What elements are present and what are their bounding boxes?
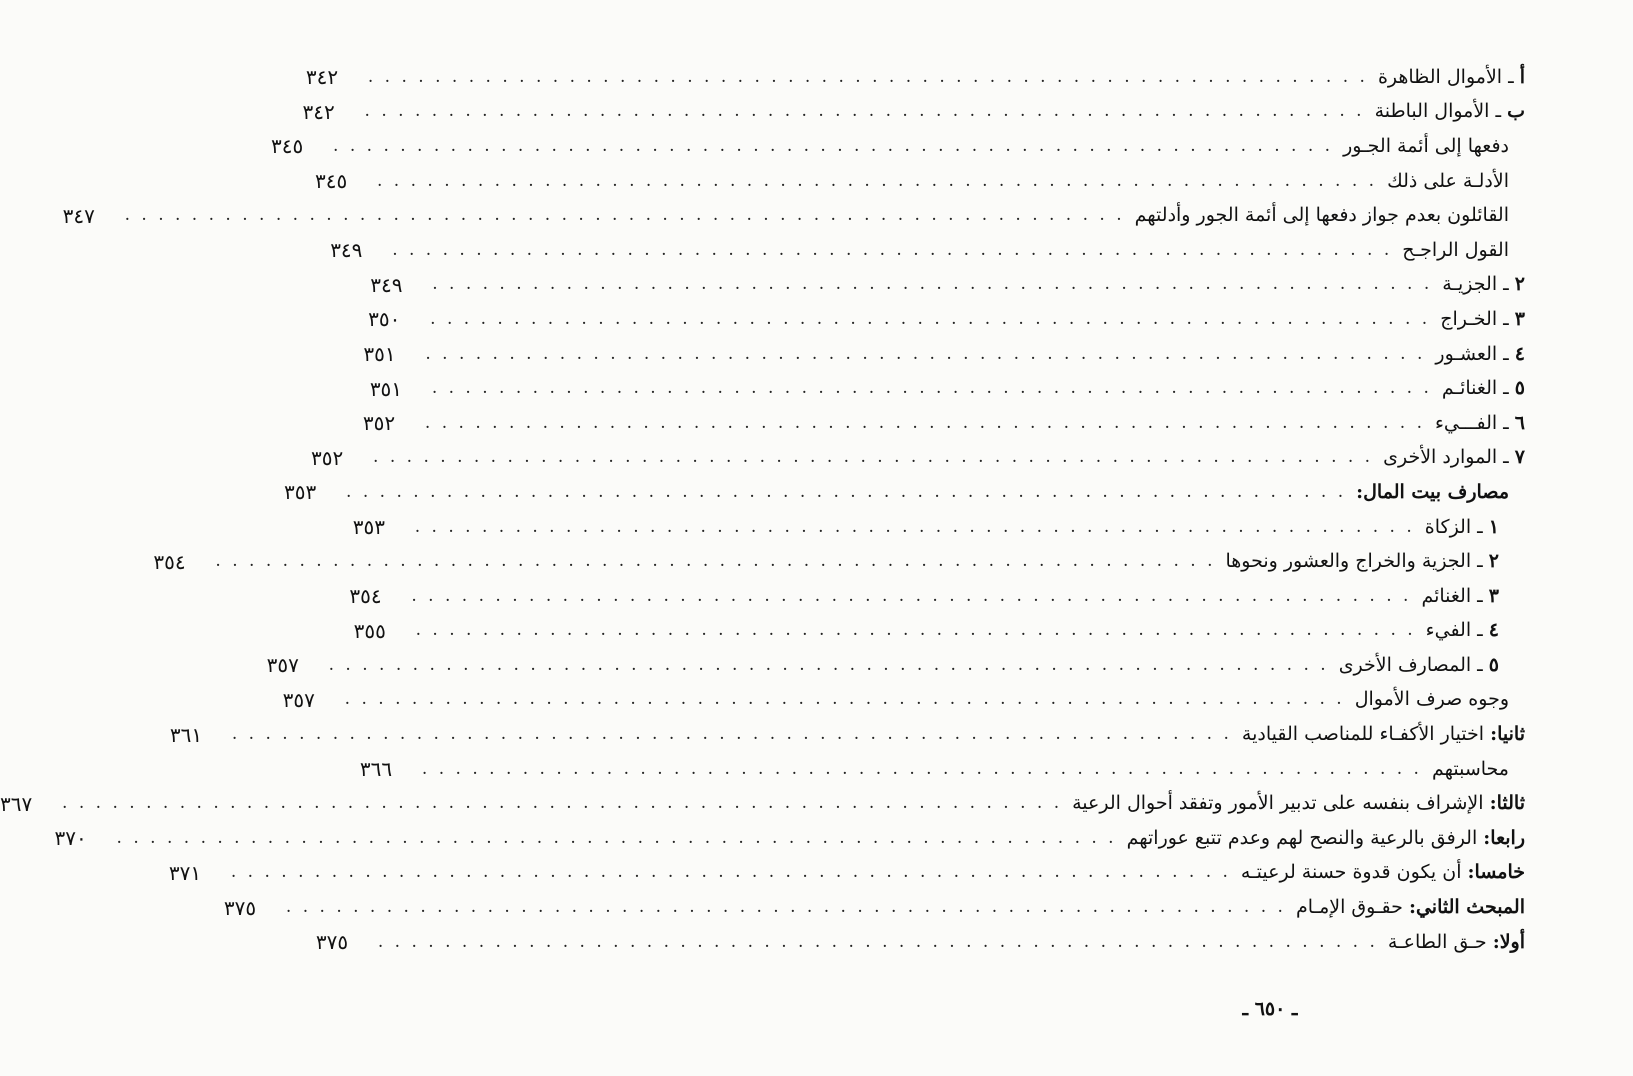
toc-entry-text: ـ الأموال الظاهرة [1377,65,1520,88]
toc-entry [305,60,1525,95]
toc-entry-page-number: ٣٧٥ [315,930,349,955]
toc-entry-page-number: ٣٤٧ [62,203,95,228]
toc-entry-page-number: ٣٥٤ [153,549,186,574]
toc-entry-text: القائلون بعدم جواز دفعها إلى أئمة الجور وأدلتهم [1134,204,1509,227]
toc-entry-page-number: ٣٦٦ [359,757,393,782]
dot-leader: . . . . . . . . . . . . . . . . . . . . . . . . . . . . . . . . . . . . . . . . . . . . . . . . . . . . . . . . . . . . [367,66,1368,87]
table-of-contents [0,60,1525,959]
toc-entry-page-number: ٣٥٢ [311,445,344,470]
toc-entry-text: القول الراجـح [1402,238,1509,261]
toc-entry [54,821,1525,856]
toc-entry [330,233,1525,268]
dot-leader: . . . . . . . . . . . . . . . . . . . . . . . . . . . . . . . . . . . . . . . . . . . . . . . . . . . . . . . . . . . . [346,481,1347,502]
toc-entry [266,648,1525,683]
toc-entry [284,475,1525,510]
toc-entry-prefix: أولا: [1492,930,1525,953]
toc-entry [352,510,1525,545]
toc-entry-prefix: ٥ [1514,377,1525,400]
toc-entry-text: الإشراف بنفسه على تدبير الأمور وتفقد أحوال الرعية [1072,792,1490,815]
toc-entry [359,752,1525,787]
toc-entry [370,268,1525,303]
toc-entry-title [1126,826,1525,849]
toc-entry-prefix: ٤ [1488,619,1499,642]
toc-entry-page-number: ٣٤٢ [302,99,335,124]
toc-entry-page-number: ٣٧١ [168,860,202,885]
toc-entry-prefix: أ [1519,65,1525,88]
toc-entry-title [1375,102,1525,121]
toc-entry-prefix: ٤ [1514,342,1525,365]
dot-leader: . . . . . . . . . . . . . . . . . . . . . . . . . . . . . . . . . . . . . . . . . . . . . . . . . . . . . . . . . . . . [411,585,1412,606]
dot-leader: . . . . . . . . . . . . . . . . . . . . . . . . . . . . . . . . . . . . . . . . . . . . . . . . . . . . . . . . . . . . [333,135,1334,156]
toc-entry-prefix: ٦ [1514,411,1525,434]
toc-entry-page-number: ٣٧٥ [223,895,257,920]
toc-entry-text: وجوه صرف الأموال [1354,688,1509,711]
toc-entry-text: حـق الطاعـة [1387,930,1493,953]
toc-entry-page-number: ٣٤٢ [305,65,339,90]
toc-entry-prefix: ٣ [1514,307,1525,330]
toc-entry-prefix: ٧ [1514,446,1525,469]
toc-entry-page-number: ٣٥٢ [362,411,396,436]
toc-entry-title [1402,238,1509,261]
toc-entry-page-number: ٣٧٠ [54,826,87,851]
toc-entry-title [1442,379,1525,398]
toc-entry-title [1435,342,1525,365]
toc-entry [353,614,1525,649]
toc-entry-title [1377,65,1525,88]
toc-entry [153,544,1525,579]
toc-entry-text: ـ الغنائـم [1441,377,1515,400]
toc-entry-prefix: ٢ [1488,550,1499,573]
toc-entry-page-number: ٣٦٧ [0,791,33,816]
dot-leader: . . . . . . . . . . . . . . . . . . . . . . . . . . . . . . . . . . . . . . . . . . . . . . . . . . . . . . . . . . . . [424,412,1425,433]
dot-leader: . . . . . . . . . . . . . . . . . . . . . . . . . . . . . . . . . . . . . . . . . . . . . . . . . . . . . . . . . . . . [62,793,1063,814]
toc-entry-text: ـ الفـــيء [1434,411,1515,434]
toc-entry-title [1431,757,1509,780]
toc-entry-prefix: ثانيا: [1490,723,1525,746]
toc-entry-page-number: ٣٦١ [169,722,203,747]
dot-leader: . . . . . . . . . . . . . . . . . . . . . . . . . . . . . . . . . . . . . . . . . . . . . . . . . . . . . . . . . . . . [414,516,1415,537]
toc-entry-title [1241,863,1525,882]
toc-entry-page-number: ٣٥١ [363,342,396,367]
toc-entry-text: مصارف بيت المال: [1356,480,1509,503]
toc-entry-page-number: ٣٥١ [369,376,403,401]
toc-entry-text: ـ المصارف الأخرى [1338,653,1489,676]
dot-leader: . . . . . . . . . . . . . . . . . . . . . . . . . . . . . . . . . . . . . . . . . . . . . . . . . . . . . . . . . . . . [116,827,1117,848]
toc-entry-page-number: ٣٤٥ [315,169,348,194]
toc-entry [282,683,1525,718]
dot-leader: . . . . . . . . . . . . . . . . . . . . . . . . . . . . . . . . . . . . . . . . . . . . . . . . . . . . . . . . . . . . [364,101,1365,122]
toc-entry-title [1225,552,1499,571]
dot-leader: . . . . . . . . . . . . . . . . . . . . . . . . . . . . . . . . . . . . . . . . . . . . . . . . . . . . . . . . . . . . [373,447,1374,468]
toc-entry-prefix: رابعا: [1483,826,1525,849]
toc-entry [0,786,1525,821]
toc-entry [363,337,1525,372]
dot-leader: . . . . . . . . . . . . . . . . . . . . . . . . . . . . . . . . . . . . . . . . . . . . . . . . . . . . . . . . . . . . [285,897,1286,918]
toc-entry-title [1434,411,1525,434]
toc-entry-text: ـ الفيء [1425,619,1489,642]
toc-entry-text: ـ الخـراج [1440,307,1515,330]
toc-entry-prefix: ١ [1488,515,1499,538]
dot-leader: . . . . . . . . . . . . . . . . . . . . . . . . . . . . . . . . . . . . . . . . . . . . . . . . . . . . . . . . . . . . [230,862,1231,883]
dot-leader: . . . . . . . . . . . . . . . . . . . . . . . . . . . . . . . . . . . . . . . . . . . . . . . . . . . . . . . . . . . . [231,724,1232,745]
toc-entry-title [1356,480,1509,503]
toc-entry-title [1072,794,1525,813]
toc-entry-title [1383,448,1525,467]
toc-entry-title [1338,653,1499,676]
dot-leader: . . . . . . . . . . . . . . . . . . . . . . . . . . . . . . . . . . . . . . . . . . . . . . . . . . . . . . . . . . . . [415,620,1416,641]
dot-leader: . . . . . . . . . . . . . . . . . . . . . . . . . . . . . . . . . . . . . . . . . . . . . . . . . . . . . . . . . . . . [431,378,1432,399]
dot-leader: . . . . . . . . . . . . . . . . . . . . . . . . . . . . . . . . . . . . . . . . . . . . . . . . . . . . . . . . . . . . [432,274,1433,295]
toc-entry-text: ـ الغنائم [1421,584,1489,607]
toc-entry-title [1424,515,1499,538]
toc-entry-page-number: ٣٥٧ [282,687,315,712]
toc-entry-title [1343,134,1509,157]
toc-entry-text: ـ الجزية والخراج والعشور ونحوها [1225,550,1489,573]
toc-entry-prefix: ب [1507,100,1525,123]
toc-entry-text: أن يكون قدوة حسنة لرعيتـه [1240,861,1468,884]
toc-entry-page-number: ٣٥٣ [284,480,317,505]
dot-leader: . . . . . . . . . . . . . . . . . . . . . . . . . . . . . . . . . . . . . . . . . . . . . . . . . . . . . . . . . . . . [425,343,1426,364]
toc-entry [271,129,1525,164]
toc-entry-text: ـ الجزيـة [1442,273,1515,296]
toc-entry [349,579,1525,614]
toc-entry-text: اختيار الأكفـاء للمناصب القيادية [1241,723,1491,746]
dot-leader: . . . . . . . . . . . . . . . . . . . . . . . . . . . . . . . . . . . . . . . . . . . . . . . . . . . . . . . . . . . . [392,239,1393,260]
toc-entry [311,441,1525,476]
toc-entry-page-number: ٣٥٣ [352,515,385,540]
dot-leader: . . . . . . . . . . . . . . . . . . . . . . . . . . . . . . . . . . . . . . . . . . . . . . . . . . . . . . . . . . . . [344,689,1345,710]
toc-entry-prefix: ٥ [1488,653,1499,676]
toc-entry-title [1426,621,1499,640]
toc-entry-title [1296,898,1525,917]
toc-entry-text: دفعها إلى أئمة الجـور [1343,134,1509,157]
dot-leader: . . . . . . . . . . . . . . . . . . . . . . . . . . . . . . . . . . . . . . . . . . . . . . . . . . . . . . . . . . . . [377,931,1378,952]
dot-leader: . . . . . . . . . . . . . . . . . . . . . . . . . . . . . . . . . . . . . . . . . . . . . . . . . . . . . . . . . . . . [328,654,1329,675]
toc-entry-prefix: ٢ [1514,273,1525,296]
toc-entry-prefix: المبحث الثاني: [1408,896,1525,919]
toc-entry-title [1440,307,1525,330]
toc-entry-prefix: ثالثا: [1489,792,1525,815]
toc-entry-page-number: ٣٤٩ [370,272,403,297]
toc-entry-prefix: ٣ [1488,584,1499,607]
toc-entry-text: ـ الأموال الباطنة [1374,100,1508,123]
dot-leader: . . . . . . . . . . . . . . . . . . . . . . . . . . . . . . . . . . . . . . . . . . . . . . . . . . . . . . . . . . . . [377,170,1378,191]
toc-entry-prefix: خامسا: [1467,861,1525,884]
toc-entry-text: حقـوق الإمـام [1295,896,1409,919]
dot-leader: . . . . . . . . . . . . . . . . . . . . . . . . . . . . . . . . . . . . . . . . . . . . . . . . . . . . . . . . . . . . [421,758,1422,779]
toc-entry [368,302,1525,337]
toc-entry-text: ـ الموارد الأخرى [1383,446,1515,469]
toc-entry-title [1387,169,1509,192]
toc-entry-page-number: ٣٤٥ [271,134,304,159]
toc-entry-text: محاسبتهم [1431,757,1509,780]
toc-entry [223,890,1525,925]
toc-entry [315,164,1525,199]
toc-entry-page-number: ٣٥٧ [266,653,299,678]
toc-entry [369,371,1525,406]
toc-entry [362,406,1525,441]
toc-entry-page-number: ٣٥٠ [368,307,401,332]
toc-entry-title [1355,690,1509,709]
toc-entry [169,717,1525,752]
toc-entry-page-number: ٣٥٥ [353,618,386,643]
toc-entry-title [1242,725,1525,744]
dot-leader: . . . . . . . . . . . . . . . . . . . . . . . . . . . . . . . . . . . . . . . . . . . . . . . . . . . . . . . . . . . . [215,551,1216,572]
toc-entry-title [1387,930,1525,953]
dot-leader: . . . . . . . . . . . . . . . . . . . . . . . . . . . . . . . . . . . . . . . . . . . . . . . . . . . . . . . . . . . . [430,308,1431,329]
toc-entry-text: الرفق بالرعية والنصح لهم وعدم تتبع عوراتهم [1126,826,1484,849]
toc-entry-text: ـ العشـور [1435,342,1515,365]
toc-entry-page-number: ٣٤٩ [330,238,363,263]
toc-entry-text: ـ الزكاة [1424,515,1489,538]
page-number-footer: ـ ٦٥٠ ـ [1242,998,1298,1020]
toc-entry [315,925,1525,960]
toc-entry-title [1135,206,1509,225]
toc-entry [302,95,1525,130]
toc-entry [62,198,1525,233]
toc-entry [168,856,1525,891]
toc-entry-title [1421,584,1499,607]
toc-entry-title [1442,275,1525,294]
toc-entry-text: الأدلـة على ذلك [1387,169,1509,192]
dot-leader: . . . . . . . . . . . . . . . . . . . . . . . . . . . . . . . . . . . . . . . . . . . . . . . . . . . . . . . . . . . . [124,205,1125,226]
toc-entry-page-number: ٣٥٤ [349,584,382,609]
